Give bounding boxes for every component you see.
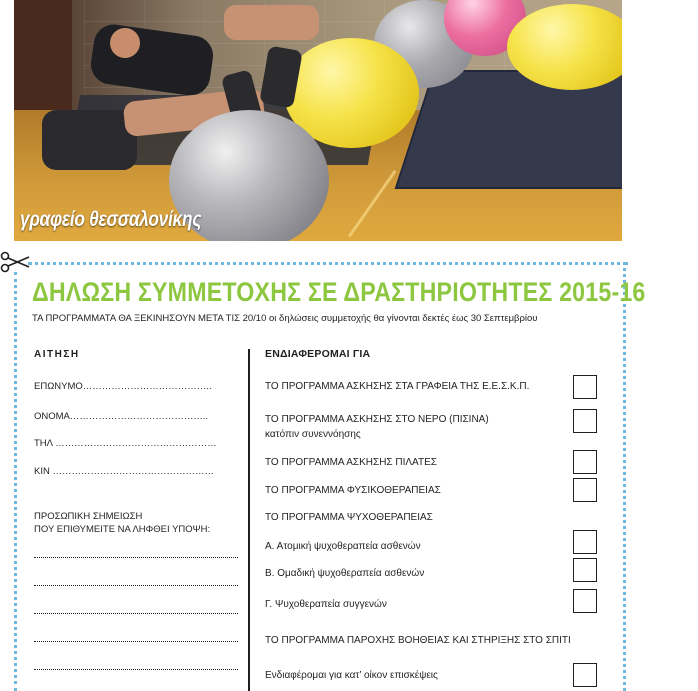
personal-note-label (34, 510, 210, 536)
form-subtitle: ΤΑ ΠΡΟΓΡΑΜΜΑΤΑ ΘΑ ΞΕΚΙΝΗΣΟΥΝ ΜΕΤΑ ΤΙΣ 20/10 οι δηλώσεις συμμετοχής θα γίνονται δεκτές έως 30 Σεπτεμβρίου (32, 313, 538, 324)
option-water-exercise: ΤΟ ΠΡΟΓΡΑΜΜΑ ΑΣΚΗΣΗΣ ΣΤΟ ΝΕΡΟ (ΠΙΣΙΝΑ) (265, 414, 489, 425)
option-individual-psychotherapy: Α. Ατομική ψυχοθεραπεία ασθενών (265, 541, 421, 552)
option-family-psychotherapy: Γ. Ψυχοθεραπεία συγγενών (265, 599, 387, 610)
checkbox-water-exercise[interactable] (573, 409, 597, 433)
option-home-support: ΤΟ ΠΡΟΓΡΑΜΜΑ ΠΑΡΟΧΗΣ ΒΟΗΘΕΙΑΣ ΚΑΙ ΣΤΗΡΙΞΗΣ ΣΤΟ ΣΠΙΤΙ (265, 635, 571, 646)
checkbox-home-visits[interactable] (573, 663, 597, 687)
photo-door (14, 0, 72, 120)
personal-note-line1: ΠΡΟΣΩΠΙΚΗ ΣΗΜΕΙΩΣΗ (34, 511, 143, 522)
checkbox-group-psychotherapy[interactable] (573, 558, 597, 582)
mobile-field[interactable]: ΚΙΝ …………………………………………… (34, 466, 214, 477)
option-home-visits: Ενδιαφέρομαι για κατ’ οίκον επισκέψεις (265, 670, 438, 681)
cut-line-right (623, 262, 626, 691)
photo-caption: γραφείο θεσσαλονίκης (20, 208, 202, 231)
personal-note-line2: ΠΟΥ ΕΠΙΘΥΜΕΙΤΕ ΝΑ ΛΗΦΘΕΙ ΥΠΟΨΗ: (34, 524, 211, 535)
option-pilates: ΤΟ ΠΡΟΓΡΑΜΜΑ ΑΣΚΗΣΗΣ ΠΙΛΑΤΕΣ (265, 457, 437, 468)
note-line[interactable] (34, 585, 238, 586)
column-divider (248, 349, 250, 691)
cut-line-top (28, 262, 628, 265)
cut-line-left (14, 272, 17, 691)
photo-person-head (110, 28, 140, 58)
photo-person-legs-back (224, 5, 319, 40)
checkbox-exercise-offices[interactable] (573, 375, 597, 399)
checkbox-family-psychotherapy[interactable] (573, 589, 597, 613)
phone-field[interactable]: ΤΗΛ …………………………………………… (34, 438, 217, 449)
exercise-photo (14, 0, 622, 241)
note-line[interactable] (34, 641, 238, 642)
surname-field[interactable]: ΕΠΩΝΥΜΟ………………………………….. (34, 381, 212, 392)
note-line[interactable] (34, 669, 238, 670)
checkbox-individual-psychotherapy[interactable] (573, 530, 597, 554)
note-line[interactable] (34, 557, 238, 558)
checkbox-pilates[interactable] (573, 450, 597, 474)
option-water-exercise-note: κατόπιν συνεννόησης (265, 429, 361, 440)
scissors-icon (0, 251, 30, 273)
option-psychotherapy: ΤΟ ΠΡΟΓΡΑΜΜΑ ΨΥΧΟΘΕΡΑΠΕΙΑΣ (265, 512, 433, 523)
name-field[interactable]: ΟΝΟΜΑ…………………………………….. (34, 411, 209, 422)
checkbox-physiotherapy[interactable] (573, 478, 597, 502)
application-heading: ΑΙΤΗΣΗ (34, 349, 80, 360)
option-group-psychotherapy: Β. Ομαδική ψυχοθεραπεία ασθενών (265, 568, 425, 579)
form-title: ΔΗΛΩΣΗ ΣΥΜΜΕΤΟΧΗΣ ΣΕ ΔΡΑΣΤΗΡΙΟΤΗΤΕΣ 2015-16 (32, 277, 646, 307)
note-line[interactable] (34, 613, 238, 614)
option-exercise-offices: ΤΟ ΠΡΟΓΡΑΜΜΑ ΑΣΚΗΣΗΣ ΣΤΑ ΓΡΑΦΕΙΑ ΤΗΣ Ε.Ε.Σ.Κ.Π. (265, 381, 530, 392)
photo-person-shorts (42, 110, 137, 170)
interests-heading: ΕΝΔΙΑΦΕΡΟΜΑΙ ΓΙΑ (265, 348, 371, 360)
option-physiotherapy: ΤΟ ΠΡΟΓΡΑΜΜΑ ΦΥΣΙΚΟΘΕΡΑΠΕΙΑΣ (265, 485, 441, 496)
